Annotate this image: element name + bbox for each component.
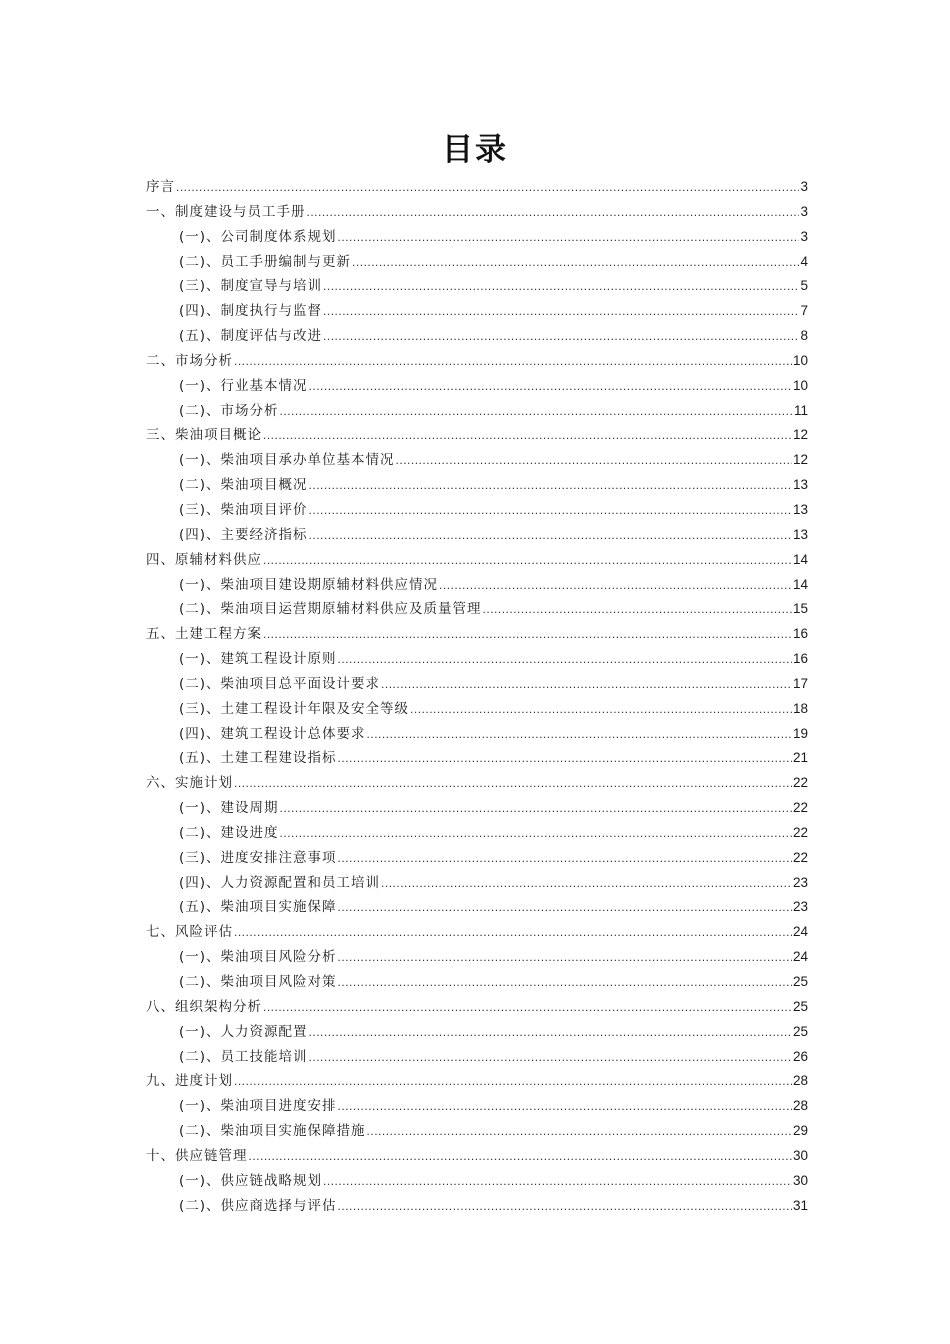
toc-entry-title: (四)、主要经济指标 bbox=[179, 526, 308, 543]
toc-page-number: 4 bbox=[800, 253, 808, 269]
toc-page-number: 24 bbox=[792, 924, 808, 940]
toc-page-number: 25 bbox=[792, 998, 808, 1014]
toc-entry-chapter[interactable] bbox=[146, 200, 808, 225]
toc-dot-leader bbox=[338, 225, 800, 250]
toc-page-number: 13 bbox=[792, 477, 808, 493]
toc-entry-title: (二)、员工手册编制与更新 bbox=[179, 253, 352, 270]
toc-entry-chapter[interactable] bbox=[146, 1144, 808, 1169]
toc-entry-section[interactable] bbox=[146, 821, 808, 846]
toc-page-number: 10 bbox=[792, 377, 808, 393]
toc-dot-leader bbox=[338, 895, 792, 920]
toc-dot-leader bbox=[323, 1169, 792, 1194]
toc-page-number: 25 bbox=[792, 1023, 808, 1039]
toc-entry-chapter[interactable] bbox=[146, 548, 808, 573]
toc-dot-leader bbox=[338, 970, 792, 995]
toc-entry-title: (二)、柴油项目总平面设计要求 bbox=[179, 675, 381, 692]
toc-page-number: 14 bbox=[792, 576, 808, 592]
toc-page-number: 22 bbox=[792, 800, 808, 816]
toc-page-number: 30 bbox=[792, 1172, 808, 1188]
toc-page-number: 16 bbox=[792, 626, 808, 642]
toc-entry-section[interactable] bbox=[146, 250, 808, 275]
toc-entry-section[interactable] bbox=[146, 945, 808, 970]
toc-entry-title: (五)、土建工程建设指标 bbox=[179, 750, 337, 767]
toc-page-number: 11 bbox=[793, 402, 808, 418]
toc-dot-leader bbox=[352, 250, 799, 275]
toc-entry-section[interactable] bbox=[146, 473, 808, 498]
toc-entry-title: (二)、柴油项目风险对策 bbox=[179, 974, 337, 990]
toc-entry-section[interactable] bbox=[146, 1169, 808, 1194]
toc-page-number: 30 bbox=[792, 1147, 808, 1163]
toc-page-number: 3 bbox=[800, 203, 808, 219]
toc-page-number: 28 bbox=[792, 1098, 808, 1114]
toc-entry-title: (一)、建筑工程设计原则 bbox=[179, 651, 337, 668]
toc-entry-section[interactable] bbox=[146, 871, 808, 896]
toc-entry-section[interactable] bbox=[146, 1094, 808, 1119]
toc-entry-section[interactable] bbox=[146, 746, 808, 771]
toc-entry-title: (一)、柴油项目建设期原辅材料供应情况 bbox=[179, 576, 439, 593]
toc-entry-title: 十、供应链管理 bbox=[146, 1147, 248, 1164]
table-of-contents bbox=[146, 175, 808, 1218]
toc-entry-title: (四)、制度执行与监督 bbox=[179, 303, 323, 320]
toc-entry-section[interactable] bbox=[146, 697, 808, 722]
toc-page-number: 5 bbox=[800, 278, 808, 294]
toc-entry-title: 序言 bbox=[146, 179, 175, 195]
toc-entry-title: (一)、建设周期 bbox=[179, 800, 279, 817]
toc-dot-leader bbox=[338, 846, 792, 871]
toc-entry-chapter[interactable] bbox=[146, 622, 808, 647]
toc-dot-leader bbox=[263, 423, 792, 448]
toc-entry-section[interactable] bbox=[146, 274, 808, 299]
toc-entry-chapter[interactable] bbox=[146, 995, 808, 1020]
toc-entry-section[interactable] bbox=[146, 647, 808, 672]
toc-page-number: 3 bbox=[800, 228, 808, 244]
toc-entry-chapter[interactable] bbox=[146, 349, 808, 374]
toc-entry-title: (一)、行业基本情况 bbox=[179, 377, 308, 394]
toc-page-number: 16 bbox=[792, 651, 808, 667]
toc-entry-section[interactable] bbox=[146, 374, 808, 399]
toc-page-number: 25 bbox=[792, 974, 808, 989]
toc-page-number: 31 bbox=[792, 1197, 808, 1213]
toc-dot-leader bbox=[367, 1119, 792, 1144]
toc-entry-chapter[interactable] bbox=[146, 771, 808, 796]
toc-page-number: 19 bbox=[792, 725, 808, 741]
toc-entry-title: (一)、供应链战略规划 bbox=[179, 1172, 323, 1189]
toc-entry-section[interactable] bbox=[146, 1020, 808, 1045]
toc-entry-title: (一)、柴油项目进度安排 bbox=[179, 1098, 337, 1115]
toc-entry-chapter[interactable] bbox=[146, 423, 808, 448]
toc-entry-title: 五、土建工程方案 bbox=[146, 626, 262, 643]
toc-page-number: 13 bbox=[792, 501, 808, 517]
toc-dot-leader bbox=[367, 722, 792, 747]
toc-dot-leader bbox=[280, 796, 792, 821]
toc-entry-section[interactable] bbox=[146, 523, 808, 548]
toc-entry-section[interactable] bbox=[146, 672, 808, 697]
toc-entry-section[interactable] bbox=[146, 846, 808, 871]
toc-entry-title: (二)、柴油项目概况 bbox=[179, 477, 308, 494]
toc-entry-title: 二、市场分析 bbox=[146, 352, 233, 369]
toc-page-number: 7 bbox=[800, 303, 808, 319]
toc-entry-title: 九、进度计划 bbox=[146, 1073, 233, 1090]
toc-page-number: 18 bbox=[792, 700, 808, 716]
toc-title: 目录 bbox=[442, 132, 508, 168]
toc-entry-title: (一)、人力资源配置 bbox=[179, 1023, 308, 1040]
toc-entry-section[interactable] bbox=[146, 895, 808, 920]
toc-dot-leader bbox=[176, 175, 799, 200]
toc-dot-leader bbox=[323, 324, 799, 349]
toc-entry-section[interactable] bbox=[146, 970, 808, 995]
toc-dot-leader bbox=[483, 597, 792, 622]
toc-page-number: 26 bbox=[792, 1048, 808, 1064]
toc-dot-leader bbox=[338, 1194, 792, 1219]
toc-dot-leader bbox=[307, 200, 800, 225]
toc-dot-leader bbox=[234, 771, 792, 796]
toc-page-number: 10 bbox=[792, 352, 808, 368]
toc-dot-leader bbox=[280, 821, 792, 846]
toc-dot-leader bbox=[338, 1094, 792, 1119]
toc-dot-leader bbox=[234, 920, 792, 945]
toc-entry-title: (四)、建筑工程设计总体要求 bbox=[179, 725, 366, 742]
toc-entry-title: (二)、柴油项目实施保障措施 bbox=[179, 1123, 366, 1140]
toc-entry-title: (三)、制度宣导与培训 bbox=[179, 278, 323, 295]
toc-page-number: 15 bbox=[792, 601, 808, 617]
toc-dot-leader bbox=[338, 647, 792, 672]
toc-dot-leader bbox=[309, 1020, 792, 1045]
toc-entry-title: (三)、进度安排注意事项 bbox=[179, 849, 337, 866]
toc-entry-title: (二)、员工技能培训 bbox=[179, 1048, 308, 1065]
toc-dot-leader bbox=[263, 622, 792, 647]
toc-entry-title: (二)、柴油项目运营期原辅材料供应及质量管理 bbox=[179, 601, 482, 618]
toc-page-number: 12 bbox=[792, 427, 808, 443]
toc-entry-title: (五)、柴油项目实施保障 bbox=[179, 899, 337, 916]
toc-page-number: 28 bbox=[792, 1073, 808, 1089]
toc-dot-leader bbox=[309, 523, 792, 548]
toc-entry-section[interactable] bbox=[146, 1194, 808, 1219]
toc-dot-leader bbox=[323, 299, 799, 324]
toc-entry-section[interactable] bbox=[146, 498, 808, 523]
toc-entry-title: (一)、柴油项目风险分析 bbox=[179, 949, 337, 966]
toc-dot-leader bbox=[309, 498, 792, 523]
toc-entry-title: (二)、建设进度 bbox=[179, 824, 279, 841]
toc-page-number: 12 bbox=[792, 452, 808, 468]
toc-dot-leader bbox=[249, 1144, 792, 1169]
toc-entry-section[interactable] bbox=[146, 448, 808, 473]
toc-page-number: 8 bbox=[800, 328, 808, 344]
toc-dot-leader bbox=[381, 672, 792, 697]
toc-entry-section[interactable] bbox=[146, 796, 808, 821]
toc-entry-title: (二)、市场分析 bbox=[179, 402, 279, 419]
toc-entry-title: 六、实施计划 bbox=[146, 775, 233, 792]
toc-entry-section[interactable] bbox=[146, 573, 808, 598]
toc-entry-title: 七、风险评估 bbox=[146, 924, 233, 941]
toc-page-number: 22 bbox=[792, 775, 808, 791]
toc-dot-leader bbox=[439, 573, 792, 598]
toc-entry-title: (一)、公司制度体系规划 bbox=[179, 228, 337, 245]
toc-dot-leader bbox=[263, 548, 792, 573]
toc-page-number: 23 bbox=[792, 899, 808, 915]
toc-dot-leader bbox=[323, 274, 799, 299]
toc-entry-section[interactable] bbox=[146, 597, 808, 622]
toc-entry-chapter[interactable] bbox=[146, 175, 808, 200]
toc-entry-title: (四)、人力资源配置和员工培训 bbox=[179, 874, 381, 891]
toc-dot-leader bbox=[381, 871, 792, 896]
toc-page-number: 17 bbox=[792, 675, 808, 691]
toc-entry-section[interactable] bbox=[146, 225, 808, 250]
toc-entry-title: (五)、制度评估与改进 bbox=[179, 328, 323, 345]
toc-entry-title: 三、柴油项目概论 bbox=[146, 427, 262, 444]
toc-dot-leader bbox=[280, 399, 793, 424]
toc-entry-section[interactable] bbox=[146, 299, 808, 324]
toc-page-number: 29 bbox=[792, 1123, 808, 1139]
toc-entry-title: (三)、柴油项目评价 bbox=[179, 501, 308, 518]
toc-page-number: 22 bbox=[792, 824, 808, 840]
toc-entry-section[interactable] bbox=[146, 399, 808, 424]
toc-page-number: 24 bbox=[792, 949, 808, 965]
toc-dot-leader bbox=[309, 1045, 792, 1070]
toc-dot-leader bbox=[309, 374, 792, 399]
toc-dot-leader bbox=[396, 448, 792, 473]
toc-dot-leader bbox=[234, 349, 792, 374]
toc-dot-leader bbox=[309, 473, 792, 498]
toc-entry-section[interactable] bbox=[146, 324, 808, 349]
toc-page-number: 21 bbox=[792, 750, 808, 766]
toc-dot-leader bbox=[263, 995, 792, 1020]
toc-entry-title: (二)、供应商选择与评估 bbox=[179, 1197, 337, 1214]
toc-dot-leader bbox=[234, 1069, 792, 1094]
toc-entry-chapter[interactable] bbox=[146, 920, 808, 945]
toc-entry-title: 八、组织架构分析 bbox=[146, 998, 262, 1015]
toc-entry-title: 一、制度建设与员工手册 bbox=[146, 203, 306, 220]
toc-page-number: 23 bbox=[792, 874, 808, 890]
toc-dot-leader bbox=[338, 945, 792, 970]
toc-entry-title: (三)、土建工程设计年限及安全等级 bbox=[179, 700, 410, 717]
toc-dot-leader bbox=[338, 746, 792, 771]
toc-entry-section[interactable] bbox=[146, 1119, 808, 1144]
toc-entry-section[interactable] bbox=[146, 722, 808, 747]
toc-dot-leader bbox=[410, 697, 792, 722]
toc-entry-title: 四、原辅材料供应 bbox=[146, 551, 262, 568]
toc-page-number: 14 bbox=[792, 551, 808, 567]
toc-entry-chapter[interactable] bbox=[146, 1069, 808, 1094]
toc-page-number: 22 bbox=[792, 849, 808, 865]
toc-entry-section[interactable] bbox=[146, 1045, 808, 1070]
toc-entry-title: (一)、柴油项目承办单位基本情况 bbox=[179, 452, 395, 469]
toc-page-number: 3 bbox=[800, 179, 808, 194]
toc-page-number: 13 bbox=[792, 526, 808, 542]
